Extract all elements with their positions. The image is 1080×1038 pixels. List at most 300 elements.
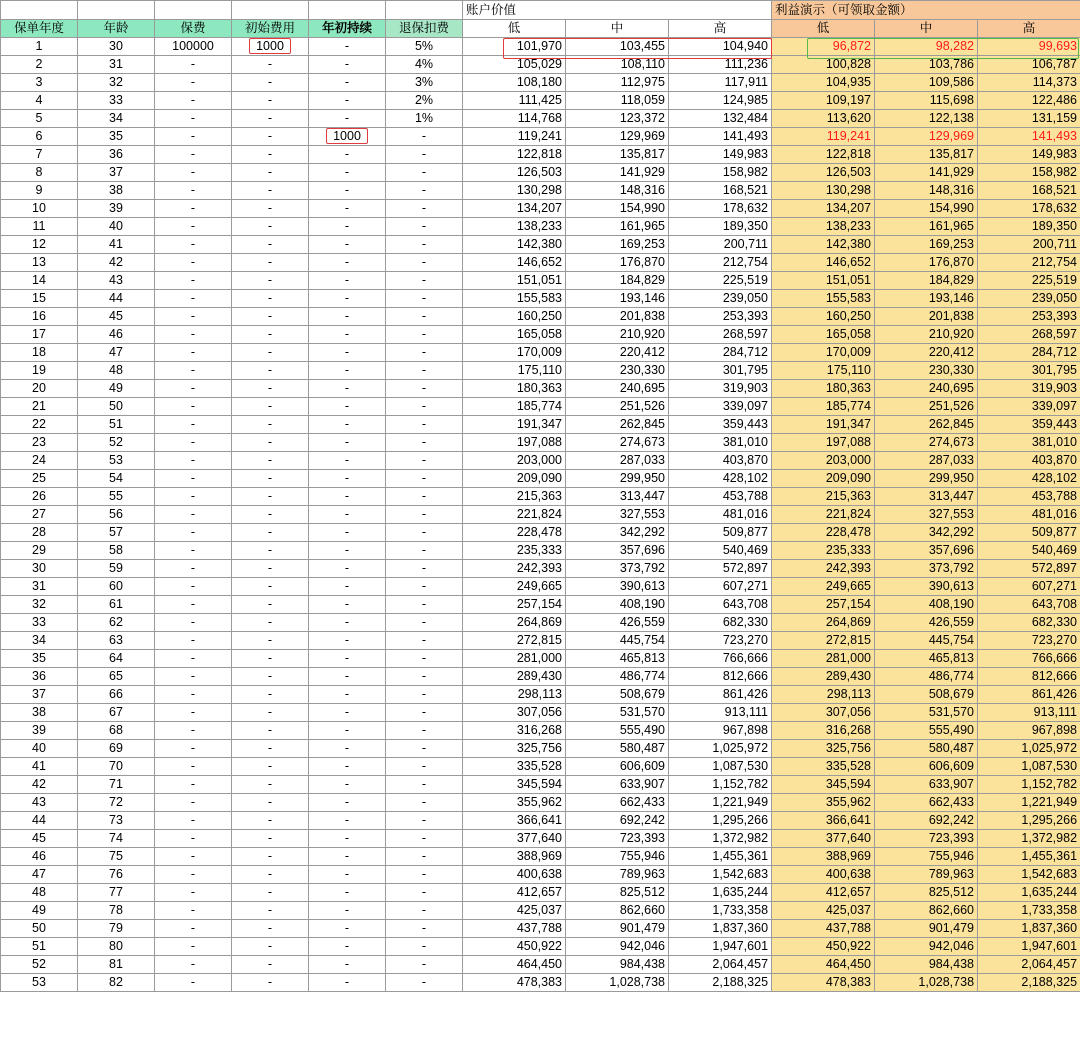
cell-benefit-low[interactable]: 130,298 (772, 182, 875, 200)
cell-av-mid[interactable]: 789,963 (566, 866, 669, 884)
cell-persistency[interactable]: - (309, 902, 386, 920)
cell-policy-year[interactable]: 45 (1, 830, 78, 848)
cell-age[interactable]: 33 (78, 92, 155, 110)
cell-premium[interactable]: - (155, 398, 232, 416)
cell-benefit-high[interactable]: 1,635,244 (978, 884, 1080, 902)
cell-age[interactable]: 53 (78, 452, 155, 470)
cell-initial-fee[interactable]: - (232, 866, 309, 884)
cell-benefit-low[interactable]: 96,872 (772, 38, 875, 56)
cell-age[interactable]: 64 (78, 650, 155, 668)
cell-initial-fee[interactable]: - (232, 668, 309, 686)
cell-benefit-high[interactable]: 1,733,358 (978, 902, 1080, 920)
cell-benefit-low[interactable]: 175,110 (772, 362, 875, 380)
cell-age[interactable]: 35 (78, 128, 155, 146)
cell-premium[interactable]: - (155, 488, 232, 506)
cell-initial-fee[interactable]: - (232, 56, 309, 74)
cell-initial-fee[interactable]: - (232, 488, 309, 506)
cell-surrender-charge[interactable]: - (386, 758, 463, 776)
cell-av-low[interactable]: 264,869 (463, 614, 566, 632)
cell-av-high[interactable]: 428,102 (669, 470, 772, 488)
cell-av-mid[interactable]: 154,990 (566, 200, 669, 218)
cell-premium[interactable]: - (155, 632, 232, 650)
cell-policy-year[interactable]: 44 (1, 812, 78, 830)
cell-benefit-mid[interactable]: 313,447 (875, 488, 978, 506)
cell-av-low[interactable]: 134,207 (463, 200, 566, 218)
cell-av-low[interactable]: 130,298 (463, 182, 566, 200)
cell-benefit-low[interactable]: 235,333 (772, 542, 875, 560)
cell-age[interactable]: 67 (78, 704, 155, 722)
cell-av-mid[interactable]: 580,487 (566, 740, 669, 758)
cell-initial-fee[interactable]: - (232, 164, 309, 182)
cell-av-high[interactable]: 104,940 (669, 38, 772, 56)
cell-persistency[interactable]: - (309, 488, 386, 506)
cell-av-mid[interactable]: 262,845 (566, 416, 669, 434)
cell-benefit-high[interactable]: 481,016 (978, 506, 1080, 524)
cell-benefit-mid[interactable]: 161,965 (875, 218, 978, 236)
cell-surrender-charge[interactable]: - (386, 380, 463, 398)
cell-benefit-high[interactable]: 141,493 (978, 128, 1080, 146)
cell-benefit-low[interactable]: 388,969 (772, 848, 875, 866)
cell-benefit-low[interactable]: 113,620 (772, 110, 875, 128)
cell-initial-fee[interactable]: - (232, 344, 309, 362)
cell-benefit-high[interactable]: 1,025,972 (978, 740, 1080, 758)
cell-persistency[interactable]: - (309, 794, 386, 812)
cell-benefit-high[interactable]: 1,947,601 (978, 938, 1080, 956)
cell-av-mid[interactable]: 274,673 (566, 434, 669, 452)
cell-av-low[interactable]: 450,922 (463, 938, 566, 956)
cell-premium[interactable]: - (155, 524, 232, 542)
cell-av-low[interactable]: 235,333 (463, 542, 566, 560)
cell-initial-fee[interactable]: - (232, 434, 309, 452)
cell-av-high[interactable]: 239,050 (669, 290, 772, 308)
cell-surrender-charge[interactable]: - (386, 560, 463, 578)
cell-policy-year[interactable]: 21 (1, 398, 78, 416)
cell-initial-fee[interactable]: - (232, 542, 309, 560)
cell-av-mid[interactable]: 240,695 (566, 380, 669, 398)
cell-age[interactable]: 56 (78, 506, 155, 524)
cell-initial-fee[interactable]: - (232, 848, 309, 866)
cell-benefit-high[interactable]: 453,788 (978, 488, 1080, 506)
cell-initial-fee[interactable]: - (232, 974, 309, 992)
cell-premium[interactable]: - (155, 218, 232, 236)
cell-av-low[interactable]: 289,430 (463, 668, 566, 686)
cell-initial-fee[interactable]: - (232, 938, 309, 956)
cell-policy-year[interactable]: 11 (1, 218, 78, 236)
cell-av-low[interactable]: 281,000 (463, 650, 566, 668)
cell-av-low[interactable]: 335,528 (463, 758, 566, 776)
cell-av-mid[interactable]: 426,559 (566, 614, 669, 632)
cell-premium[interactable]: 100000 (155, 38, 232, 56)
cell-av-low[interactable]: 355,962 (463, 794, 566, 812)
cell-benefit-mid[interactable]: 184,829 (875, 272, 978, 290)
cell-av-low[interactable]: 114,768 (463, 110, 566, 128)
cell-age[interactable]: 45 (78, 308, 155, 326)
cell-policy-year[interactable]: 15 (1, 290, 78, 308)
cell-premium[interactable]: - (155, 596, 232, 614)
cell-premium[interactable]: - (155, 416, 232, 434)
cell-benefit-low[interactable]: 464,450 (772, 956, 875, 974)
cell-benefit-low[interactable]: 228,478 (772, 524, 875, 542)
cell-premium[interactable]: - (155, 884, 232, 902)
cell-benefit-high[interactable]: 403,870 (978, 452, 1080, 470)
cell-benefit-low[interactable]: 366,641 (772, 812, 875, 830)
cell-initial-fee[interactable]: - (232, 308, 309, 326)
cell-av-mid[interactable]: 251,526 (566, 398, 669, 416)
cell-benefit-mid[interactable]: 274,673 (875, 434, 978, 452)
cell-av-mid[interactable]: 486,774 (566, 668, 669, 686)
cell-premium[interactable]: - (155, 794, 232, 812)
cell-av-high[interactable]: 453,788 (669, 488, 772, 506)
cell-av-high[interactable]: 124,985 (669, 92, 772, 110)
cell-benefit-low[interactable]: 425,037 (772, 902, 875, 920)
cell-benefit-low[interactable]: 221,824 (772, 506, 875, 524)
cell-age[interactable]: 70 (78, 758, 155, 776)
cell-premium[interactable]: - (155, 506, 232, 524)
cell-benefit-high[interactable]: 812,666 (978, 668, 1080, 686)
cell-age[interactable]: 51 (78, 416, 155, 434)
cell-av-mid[interactable]: 169,253 (566, 236, 669, 254)
cell-av-high[interactable]: 2,188,325 (669, 974, 772, 992)
cell-av-mid[interactable]: 184,829 (566, 272, 669, 290)
cell-av-high[interactable]: 225,519 (669, 272, 772, 290)
cell-benefit-mid[interactable]: 580,487 (875, 740, 978, 758)
cell-av-low[interactable]: 325,756 (463, 740, 566, 758)
cell-av-mid[interactable]: 692,242 (566, 812, 669, 830)
cell-premium[interactable]: - (155, 272, 232, 290)
cell-policy-year[interactable]: 33 (1, 614, 78, 632)
cell-surrender-charge[interactable]: - (386, 362, 463, 380)
cell-persistency[interactable]: - (309, 452, 386, 470)
cell-benefit-high[interactable]: 149,983 (978, 146, 1080, 164)
cell-av-high[interactable]: 682,330 (669, 614, 772, 632)
cell-initial-fee[interactable]: - (232, 560, 309, 578)
cell-surrender-charge[interactable]: - (386, 848, 463, 866)
cell-benefit-low[interactable]: 138,233 (772, 218, 875, 236)
cell-surrender-charge[interactable]: - (386, 704, 463, 722)
cell-policy-year[interactable]: 46 (1, 848, 78, 866)
cell-av-mid[interactable]: 148,316 (566, 182, 669, 200)
cell-benefit-high[interactable]: 239,050 (978, 290, 1080, 308)
cell-persistency[interactable]: - (309, 182, 386, 200)
cell-age[interactable]: 69 (78, 740, 155, 758)
cell-benefit-low[interactable]: 272,815 (772, 632, 875, 650)
cell-av-high[interactable]: 1,837,360 (669, 920, 772, 938)
cell-av-high[interactable]: 1,455,361 (669, 848, 772, 866)
cell-benefit-low[interactable]: 377,640 (772, 830, 875, 848)
cell-premium[interactable]: - (155, 974, 232, 992)
cell-av-low[interactable]: 298,113 (463, 686, 566, 704)
cell-benefit-mid[interactable]: 357,696 (875, 542, 978, 560)
cell-premium[interactable]: - (155, 722, 232, 740)
cell-av-mid[interactable]: 313,447 (566, 488, 669, 506)
cell-av-high[interactable]: 212,754 (669, 254, 772, 272)
cell-surrender-charge[interactable]: - (386, 182, 463, 200)
cell-initial-fee[interactable]: - (232, 362, 309, 380)
cell-premium[interactable]: - (155, 830, 232, 848)
cell-persistency[interactable]: - (309, 398, 386, 416)
cell-persistency[interactable]: - (309, 164, 386, 182)
cell-premium[interactable]: - (155, 812, 232, 830)
cell-surrender-charge[interactable]: - (386, 722, 463, 740)
cell-av-high[interactable]: 301,795 (669, 362, 772, 380)
cell-benefit-low[interactable]: 122,818 (772, 146, 875, 164)
cell-av-mid[interactable]: 287,033 (566, 452, 669, 470)
cell-premium[interactable]: - (155, 164, 232, 182)
cell-persistency[interactable]: - (309, 56, 386, 74)
cell-age[interactable]: 30 (78, 38, 155, 56)
cell-initial-fee[interactable]: - (232, 920, 309, 938)
cell-benefit-mid[interactable]: 287,033 (875, 452, 978, 470)
cell-surrender-charge[interactable]: - (386, 452, 463, 470)
cell-av-high[interactable]: 509,877 (669, 524, 772, 542)
cell-av-high[interactable]: 189,350 (669, 218, 772, 236)
cell-av-mid[interactable]: 942,046 (566, 938, 669, 956)
cell-benefit-high[interactable]: 1,295,266 (978, 812, 1080, 830)
cell-benefit-high[interactable]: 131,159 (978, 110, 1080, 128)
cell-persistency[interactable]: - (309, 596, 386, 614)
cell-policy-year[interactable]: 19 (1, 362, 78, 380)
cell-surrender-charge[interactable]: - (386, 902, 463, 920)
cell-age[interactable]: 73 (78, 812, 155, 830)
cell-initial-fee[interactable]: - (232, 128, 309, 146)
cell-benefit-low[interactable]: 215,363 (772, 488, 875, 506)
cell-policy-year[interactable]: 7 (1, 146, 78, 164)
cell-av-low[interactable]: 101,970 (463, 38, 566, 56)
cell-persistency[interactable]: - (309, 578, 386, 596)
cell-premium[interactable]: - (155, 848, 232, 866)
cell-persistency[interactable] (309, 128, 386, 146)
cell-policy-year[interactable]: 52 (1, 956, 78, 974)
cell-policy-year[interactable]: 1 (1, 38, 78, 56)
cell-surrender-charge[interactable]: - (386, 596, 463, 614)
cell-initial-fee[interactable]: - (232, 452, 309, 470)
cell-av-mid[interactable]: 373,792 (566, 560, 669, 578)
cell-persistency[interactable]: - (309, 722, 386, 740)
cell-premium[interactable]: - (155, 668, 232, 686)
cell-age[interactable]: 39 (78, 200, 155, 218)
cell-benefit-high[interactable]: 1,837,360 (978, 920, 1080, 938)
cell-benefit-high[interactable]: 913,111 (978, 704, 1080, 722)
cell-av-mid[interactable]: 531,570 (566, 704, 669, 722)
cell-av-low[interactable]: 146,652 (463, 254, 566, 272)
cell-benefit-low[interactable]: 109,197 (772, 92, 875, 110)
cell-persistency[interactable]: - (309, 200, 386, 218)
cell-benefit-low[interactable]: 142,380 (772, 236, 875, 254)
cell-age[interactable]: 78 (78, 902, 155, 920)
cell-initial-fee[interactable]: - (232, 524, 309, 542)
cell-surrender-charge[interactable]: - (386, 956, 463, 974)
cell-policy-year[interactable]: 37 (1, 686, 78, 704)
cell-policy-year[interactable]: 51 (1, 938, 78, 956)
cell-policy-year[interactable]: 50 (1, 920, 78, 938)
cell-initial-fee[interactable]: - (232, 218, 309, 236)
cell-age[interactable]: 68 (78, 722, 155, 740)
cell-av-high[interactable]: 967,898 (669, 722, 772, 740)
cell-persistency[interactable]: - (309, 506, 386, 524)
cell-policy-year[interactable]: 25 (1, 470, 78, 488)
cell-persistency[interactable]: - (309, 686, 386, 704)
cell-benefit-low[interactable]: 203,000 (772, 452, 875, 470)
cell-av-mid[interactable]: 201,838 (566, 308, 669, 326)
cell-benefit-high[interactable]: 1,542,683 (978, 866, 1080, 884)
cell-benefit-mid[interactable]: 606,609 (875, 758, 978, 776)
cell-benefit-high[interactable]: 284,712 (978, 344, 1080, 362)
cell-persistency[interactable]: - (309, 110, 386, 128)
cell-av-low[interactable]: 242,393 (463, 560, 566, 578)
cell-benefit-high[interactable]: 1,455,361 (978, 848, 1080, 866)
cell-surrender-charge[interactable]: - (386, 254, 463, 272)
cell-benefit-mid[interactable]: 1,028,738 (875, 974, 978, 992)
cell-benefit-high[interactable]: 168,521 (978, 182, 1080, 200)
cell-av-high[interactable]: 607,271 (669, 578, 772, 596)
cell-age[interactable]: 80 (78, 938, 155, 956)
cell-benefit-low[interactable]: 412,657 (772, 884, 875, 902)
cell-benefit-mid[interactable]: 373,792 (875, 560, 978, 578)
cell-persistency[interactable]: - (309, 74, 386, 92)
cell-surrender-charge[interactable]: - (386, 524, 463, 542)
cell-benefit-high[interactable]: 189,350 (978, 218, 1080, 236)
cell-premium[interactable]: - (155, 578, 232, 596)
cell-benefit-mid[interactable]: 942,046 (875, 938, 978, 956)
cell-policy-year[interactable]: 39 (1, 722, 78, 740)
cell-av-low[interactable]: 257,154 (463, 596, 566, 614)
cell-persistency[interactable]: - (309, 758, 386, 776)
cell-benefit-high[interactable]: 1,152,782 (978, 776, 1080, 794)
cell-persistency[interactable]: - (309, 362, 386, 380)
cell-policy-year[interactable]: 26 (1, 488, 78, 506)
cell-benefit-low[interactable]: 170,009 (772, 344, 875, 362)
cell-premium[interactable]: - (155, 380, 232, 398)
cell-persistency[interactable]: - (309, 290, 386, 308)
cell-av-high[interactable]: 268,597 (669, 326, 772, 344)
cell-age[interactable]: 49 (78, 380, 155, 398)
cell-av-high[interactable]: 111,236 (669, 56, 772, 74)
cell-age[interactable]: 43 (78, 272, 155, 290)
cell-premium[interactable]: - (155, 74, 232, 92)
cell-benefit-low[interactable]: 478,383 (772, 974, 875, 992)
cell-premium[interactable]: - (155, 902, 232, 920)
cell-av-mid[interactable]: 390,613 (566, 578, 669, 596)
cell-av-low[interactable]: 122,818 (463, 146, 566, 164)
cell-av-mid[interactable]: 862,660 (566, 902, 669, 920)
cell-surrender-charge[interactable]: - (386, 830, 463, 848)
cell-benefit-mid[interactable]: 230,330 (875, 362, 978, 380)
cell-av-mid[interactable]: 112,975 (566, 74, 669, 92)
cell-av-mid[interactable]: 445,754 (566, 632, 669, 650)
cell-av-low[interactable]: 151,051 (463, 272, 566, 290)
cell-premium[interactable]: - (155, 200, 232, 218)
cell-av-low[interactable]: 366,641 (463, 812, 566, 830)
cell-av-mid[interactable]: 220,412 (566, 344, 669, 362)
cell-av-mid[interactable]: 129,969 (566, 128, 669, 146)
cell-age[interactable]: 59 (78, 560, 155, 578)
cell-age[interactable]: 38 (78, 182, 155, 200)
cell-persistency[interactable]: - (309, 740, 386, 758)
cell-premium[interactable]: - (155, 434, 232, 452)
cell-benefit-low[interactable]: 281,000 (772, 650, 875, 668)
cell-persistency[interactable]: - (309, 470, 386, 488)
cell-av-low[interactable]: 412,657 (463, 884, 566, 902)
cell-av-high[interactable]: 1,221,949 (669, 794, 772, 812)
cell-benefit-mid[interactable]: 692,242 (875, 812, 978, 830)
cell-av-low[interactable]: 215,363 (463, 488, 566, 506)
cell-av-mid[interactable]: 176,870 (566, 254, 669, 272)
cell-benefit-low[interactable]: 316,268 (772, 722, 875, 740)
cell-benefit-low[interactable]: 180,363 (772, 380, 875, 398)
cell-age[interactable]: 48 (78, 362, 155, 380)
cell-policy-year[interactable]: 22 (1, 416, 78, 434)
cell-av-mid[interactable]: 606,609 (566, 758, 669, 776)
cell-initial-fee[interactable]: - (232, 92, 309, 110)
cell-persistency[interactable]: - (309, 956, 386, 974)
cell-benefit-high[interactable]: 1,221,949 (978, 794, 1080, 812)
cell-policy-year[interactable]: 23 (1, 434, 78, 452)
cell-av-mid[interactable]: 103,455 (566, 38, 669, 56)
cell-av-low[interactable]: 316,268 (463, 722, 566, 740)
cell-av-high[interactable]: 178,632 (669, 200, 772, 218)
cell-av-low[interactable]: 203,000 (463, 452, 566, 470)
cell-premium[interactable]: - (155, 650, 232, 668)
cell-policy-year[interactable]: 8 (1, 164, 78, 182)
cell-av-low[interactable]: 400,638 (463, 866, 566, 884)
cell-persistency[interactable]: - (309, 326, 386, 344)
cell-initial-fee[interactable]: - (232, 272, 309, 290)
cell-benefit-low[interactable]: 191,347 (772, 416, 875, 434)
cell-policy-year[interactable]: 2 (1, 56, 78, 74)
cell-age[interactable]: 50 (78, 398, 155, 416)
cell-benefit-high[interactable]: 2,064,457 (978, 956, 1080, 974)
cell-benefit-low[interactable]: 249,665 (772, 578, 875, 596)
cell-av-mid[interactable]: 357,696 (566, 542, 669, 560)
cell-surrender-charge[interactable]: - (386, 686, 463, 704)
cell-benefit-high[interactable]: 178,632 (978, 200, 1080, 218)
cell-av-high[interactable]: 481,016 (669, 506, 772, 524)
cell-av-high[interactable]: 158,982 (669, 164, 772, 182)
cell-policy-year[interactable]: 29 (1, 542, 78, 560)
cell-benefit-high[interactable]: 967,898 (978, 722, 1080, 740)
cell-av-mid[interactable]: 342,292 (566, 524, 669, 542)
cell-persistency[interactable]: - (309, 308, 386, 326)
cell-benefit-high[interactable]: 509,877 (978, 524, 1080, 542)
cell-av-low[interactable]: 209,090 (463, 470, 566, 488)
cell-surrender-charge[interactable]: - (386, 326, 463, 344)
cell-premium[interactable]: - (155, 470, 232, 488)
cell-benefit-high[interactable]: 225,519 (978, 272, 1080, 290)
cell-av-low[interactable]: 197,088 (463, 434, 566, 452)
cell-av-high[interactable]: 1,542,683 (669, 866, 772, 884)
cell-persistency[interactable]: - (309, 866, 386, 884)
cell-benefit-mid[interactable]: 531,570 (875, 704, 978, 722)
cell-initial-fee[interactable]: - (232, 722, 309, 740)
cell-av-high[interactable]: 403,870 (669, 452, 772, 470)
cell-benefit-mid[interactable]: 755,946 (875, 848, 978, 866)
cell-age[interactable]: 72 (78, 794, 155, 812)
cell-policy-year[interactable]: 20 (1, 380, 78, 398)
cell-age[interactable]: 36 (78, 146, 155, 164)
cell-benefit-high[interactable]: 428,102 (978, 470, 1080, 488)
cell-benefit-mid[interactable]: 251,526 (875, 398, 978, 416)
cell-benefit-mid[interactable]: 103,786 (875, 56, 978, 74)
cell-initial-fee[interactable]: - (232, 632, 309, 650)
cell-av-low[interactable]: 119,241 (463, 128, 566, 146)
cell-av-high[interactable]: 141,493 (669, 128, 772, 146)
cell-av-high[interactable]: 1,152,782 (669, 776, 772, 794)
cell-benefit-mid[interactable]: 154,990 (875, 200, 978, 218)
cell-premium[interactable]: - (155, 110, 232, 128)
cell-surrender-charge[interactable]: - (386, 578, 463, 596)
cell-benefit-mid[interactable]: 176,870 (875, 254, 978, 272)
cell-av-high[interactable]: 381,010 (669, 434, 772, 452)
